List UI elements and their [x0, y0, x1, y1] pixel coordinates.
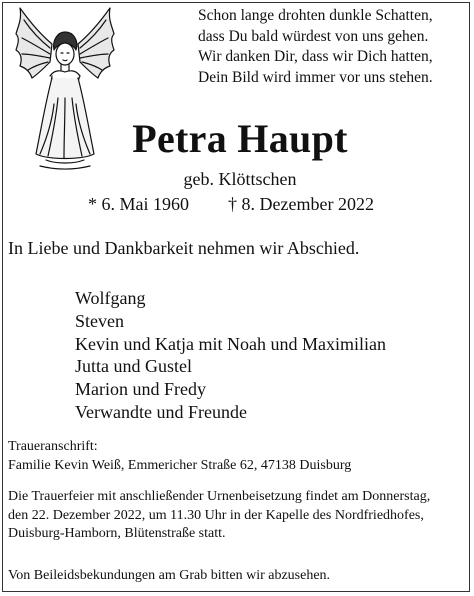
farewell-line: In Liebe und Dankbarkeit nehmen wir Abschied. — [8, 238, 360, 258]
deceased-name: Petra Haupt — [132, 116, 348, 161]
poem-verse — [198, 6, 470, 88]
maiden-name: geb. Klöttschen — [183, 169, 297, 189]
address-value: Familie Kevin Weiß, Emmericher Straße 62, 47138 Duisburg — [8, 457, 352, 473]
angel-icon — [6, 4, 124, 170]
mourning-address — [8, 438, 351, 475]
service-line: Die Trauerfeier mit anschließender Urnenbeisetzung findet am Donnerstag, — [8, 489, 431, 504]
condolence-note: Von Beileidsbekundungen am Grab bitten wir abzusehen. — [8, 568, 331, 583]
death-date: † 8. Dezember 2022 — [228, 194, 374, 214]
service-info — [8, 488, 430, 544]
mourner-entry: Verwandte und Freunde — [75, 401, 247, 422]
mourners-list — [75, 287, 386, 424]
service-line: den 22. Dezember 2022, um 11.30 Uhr in der Kapelle des Nordfriedhofes, — [8, 507, 424, 523]
mourner-entry: Marion und Fredy — [75, 379, 206, 400]
poem-line: Wir danken Dir, dass wir Dich hatten, — [198, 48, 433, 65]
mourner-entry: Jutta und Gustel — [75, 356, 192, 377]
mourner-entry: Wolfgang — [75, 288, 146, 308]
birth-date: * 6. Mai 1960 — [88, 194, 189, 214]
poem-line: Dein Bild wird immer vor uns stehen. — [198, 68, 433, 86]
poem-line: Schon lange drohten dunkle Schatten, — [198, 7, 433, 24]
poem-line: dass Du bald würdest von uns gehen. — [198, 27, 429, 45]
mourner-entry: Steven — [75, 310, 124, 331]
mourner-entry: Kevin und Katja mit Noah und Maximilian — [75, 333, 386, 354]
address-label: Traueranschrift: — [8, 439, 98, 454]
service-line: Duisburg-Hamborn, Blütenstraße statt. — [8, 526, 226, 541]
